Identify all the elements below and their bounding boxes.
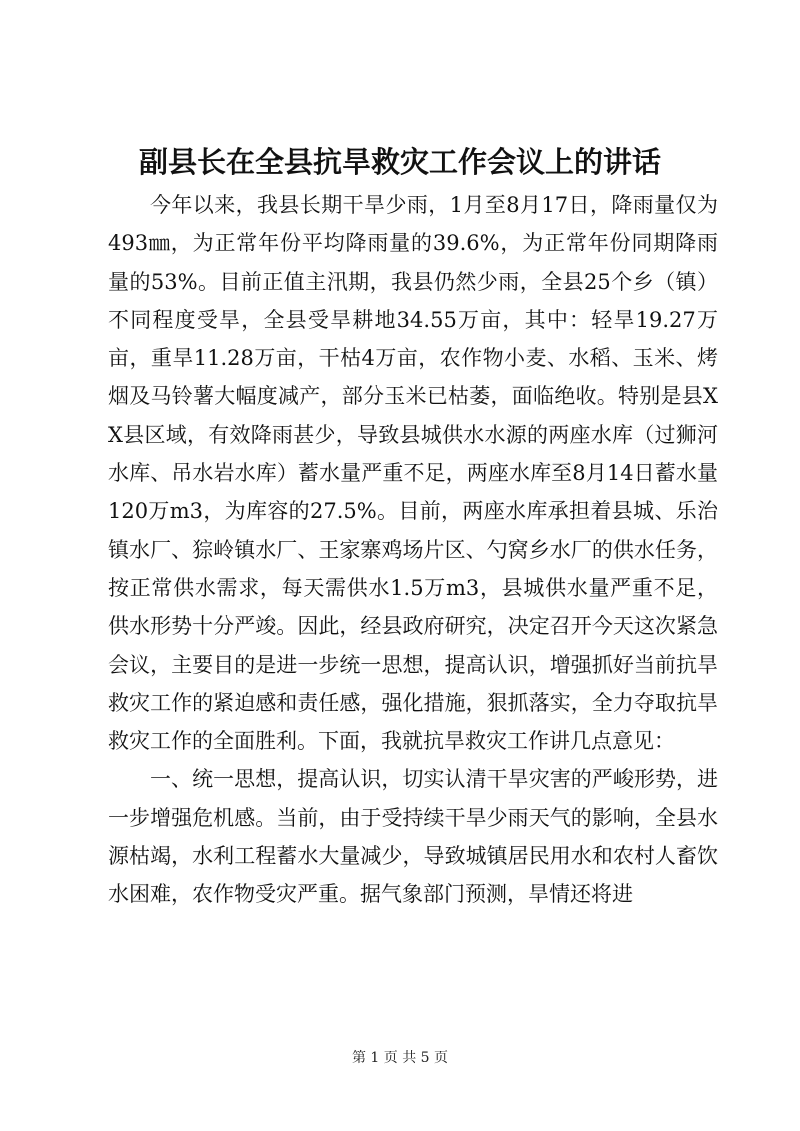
paragraph-section-one: 一、统一思想，提高认识，切实认清干旱灾害的严峻形势，进一步增强危机感。当前，由于受持续干旱少雨天气的影响，全县水源枯竭，水利工程蓄水大量减少，导致城镇居民用水和农村人畜饮水困难，农作物受灾严重。据气象部门预测，旱情还将进 (108, 767, 718, 907)
document-body (108, 186, 718, 914)
document-title: 副县长在全县抗旱救灾工作会议上的讲话 (138, 145, 661, 179)
paragraph-intro: 今年以来，我县长期干旱少雨，1月至8月17日，降雨量仅为493㎜，为正常年份平均降雨量的39.6%，为正常年份同期降雨量的53%。目前正值主汛期，我县仍然少雨，全县25个乡（镇）不同程度受旱，全县受旱耕地34.55万亩，其中：轻旱19.27万亩，重旱11.28万亩，干枯4万亩，农作物小麦、水稻、玉米、烤烟及马铃薯大幅度减产，部分玉米已枯萎，面临绝收。特别是县XX县区域，有效降雨甚少，导致县城供水水源的两座水库（过狮河水库、吊水岩水库）蓄水量严重不足，两座水库至8月14日蓄水量120万m3，为库容的27.5%。目前，两座水库承担着县城、乐治镇水厂、猔岭镇水厂、王家寨鸡场片区、勺窝乡水厂的供水任务，按正常供水需求，每天需供水1.5万m3，县城供水量严重不足，供水形势十分严竣。因此，经县政府研究，决定召开今天这次紧急会议，主要目的是进一步统一思想，提高认识，增强抓好当前抗旱救灾工作的紧迫感和责任感，强化措施，狠抓落实，全力夺取抗旱救灾工作的全面胜利。下面，我就抗旱救灾工作讲几点意见： (108, 193, 718, 754)
page-number-footer: 第 1 页 共 5 页 (351, 1050, 449, 1066)
